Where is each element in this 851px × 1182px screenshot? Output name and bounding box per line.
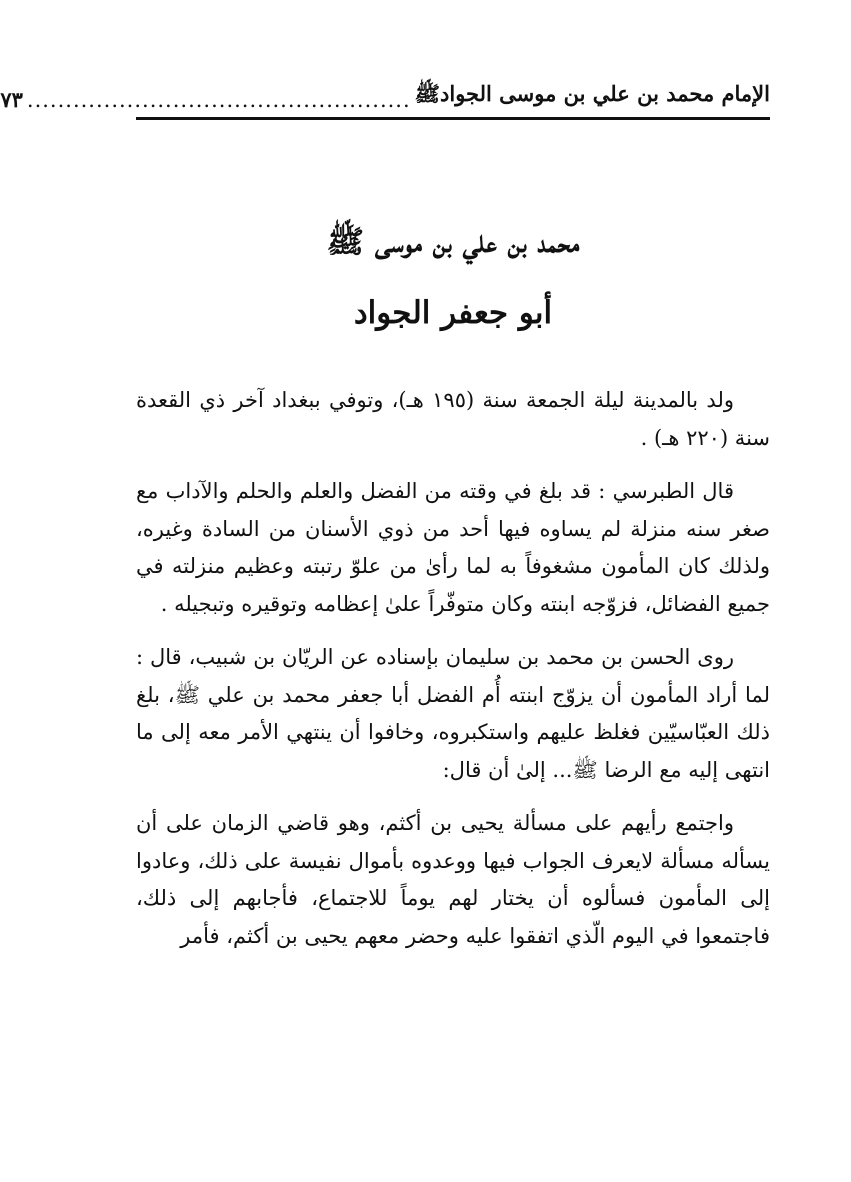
- header-rule: [136, 117, 770, 120]
- header-leader-dots: ..................................................: [26, 88, 411, 112]
- header-title: الإمام محمد بن علي بن موسى الجوادﷺ: [414, 81, 770, 106]
- page-number: ٧٣: [0, 87, 23, 112]
- paragraph-narration: روى الحسن بن محمد بن سليمان بإسناده عن الريّان بن شبيب، قال : لما أراد المأمون أن يزوّج ابنته أُم الفضل أبا جعفر محمد بن علي ﷺ، بلغ ذلك العبّاسيّين فغلظ عليهم واستكبروه، وخافوا أن ينتهي الأمر معه إلى ما انتهى إليه مع الرضا ﷺ... إلىٰ أن قال:: [136, 645, 770, 782]
- paragraph-tabarsi: قال الطبرسي : قد بلغ في وقته من الفضل والعلم والحلم والآداب مع صغر سنه منزلة لم يساوه فيها أحد من ذوي الأسنان من السادة وغيره، ولذلك كان المأمون مشغوفاً به لما رأىٰ من علوّ رتبته وعظيم منزلته في جميع الفضائل، فزوّجه ابنته وكان متوفّراً علىٰ إعظامه وتوقيره وتبجيله .: [136, 479, 770, 616]
- body-text: [136, 382, 770, 955]
- chapter-title: محمد بن علي بن موسى ﷺ: [326, 224, 580, 260]
- running-header: [0, 78, 770, 112]
- chapter-subtitle: أبو جعفر الجواد: [353, 295, 553, 331]
- paragraph-assembly: واجتمع رأيهم على مسألة يحيى بن أكثم، وهو قاضي الزمان على أن يسأله مسألة لايعرف الجواب فيها ووعدوه بأموال نفيسة على ذلك، وعادوا إلى المأمون فسألوه أن يختار لهم يوماً للاجتماع، فأجابهم إلى ذلك، فاجتمعوا في اليوم الّذي اتفقوا عليه وحضر معهم يحيى بن أكثم، فأمر: [136, 811, 770, 948]
- paragraph-birth: ولد بالمدينة ليلة الجمعة سنة (١٩٥ هـ)، وتوفي ببغداد آخر ذي القعدة سنة (٢٢٠ هـ) .: [136, 388, 770, 450]
